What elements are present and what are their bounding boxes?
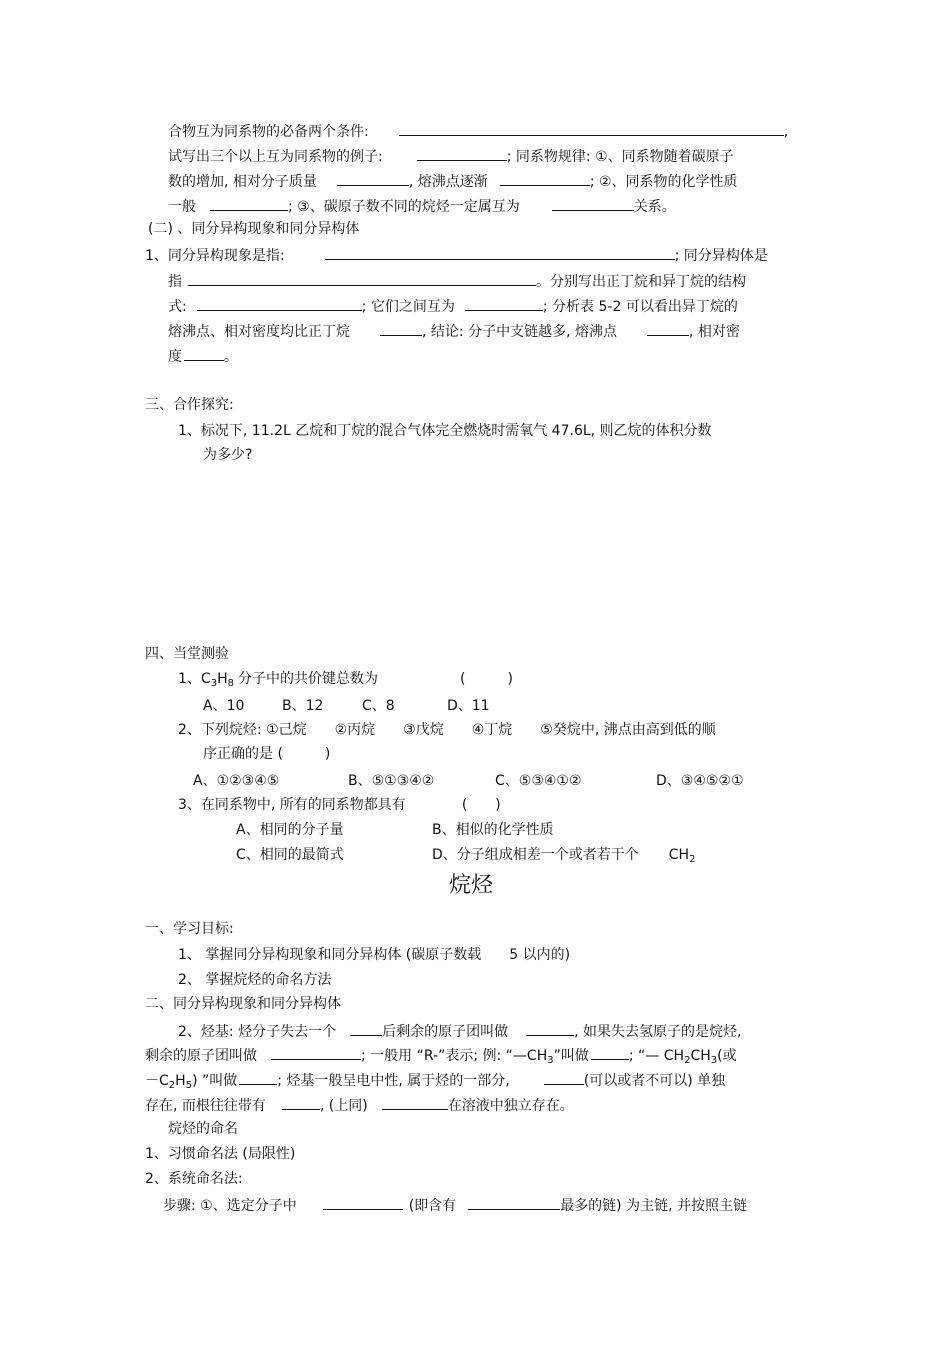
quiz-q2-cont: 序正确的是 ( ) [203, 746, 331, 762]
isomer-line-3 [168, 296, 738, 316]
text: 。分别写出正丁烷和异丁烷的结构 [536, 274, 746, 290]
subscript: 3 [710, 1055, 718, 1066]
blank[interactable] [544, 1070, 584, 1085]
blank[interactable] [591, 1045, 629, 1060]
text: 关系。 [633, 199, 676, 215]
option-c[interactable]: C、8 [362, 698, 395, 714]
text: ; 一般用 “R-”表示; 例: “—CH [361, 1048, 548, 1064]
quiz-q1 [178, 670, 513, 688]
text: (或 [717, 1048, 737, 1064]
text: (即含有 [408, 1198, 457, 1214]
subscript: 2 [689, 854, 696, 865]
blank[interactable] [325, 245, 675, 260]
text: 指 [168, 274, 182, 290]
condition-line [168, 121, 788, 141]
text: 数的增加, 相对分子质量 [168, 174, 317, 190]
subheading: 烷烃的命名 [168, 1121, 238, 1137]
blank[interactable] [184, 346, 224, 361]
option-d[interactable] [432, 846, 695, 864]
blank[interactable] [323, 1195, 403, 1210]
blank[interactable] [337, 171, 409, 186]
option-a[interactable]: A、相同的分子量 [236, 822, 344, 838]
text: 熔沸点、相对密度均比正丁烷 [168, 324, 350, 340]
isomer-line-2 [168, 271, 746, 291]
radical-line-1 [178, 1021, 741, 1041]
text: CH [690, 1048, 711, 1064]
text: ”叫做 [553, 1048, 589, 1064]
blank[interactable] [239, 1070, 277, 1085]
option-d[interactable]: D、11 [447, 698, 490, 714]
subscript: 2 [684, 1055, 691, 1066]
blank[interactable] [465, 296, 543, 311]
question-text: 为多少? [203, 447, 253, 463]
naming-steps [163, 1195, 747, 1215]
option-b[interactable]: B、12 [282, 698, 324, 714]
section-heading: 三、合作探究: [145, 397, 234, 413]
blank[interactable] [468, 1195, 560, 1210]
text: 2、烃基: 烃分子失去一个 [178, 1024, 337, 1040]
text: ; 同分异构体是 [674, 248, 768, 264]
blank[interactable] [399, 121, 784, 136]
naming-item: 1、习惯命名法 (局限性) [145, 1146, 296, 1162]
text: H [175, 1073, 186, 1089]
text: 最多的链) 为主链, 并按照主链 [560, 1198, 747, 1214]
text: 式: [168, 299, 187, 315]
blank[interactable] [552, 196, 634, 211]
text: ; ②、同系物的化学性质 [589, 174, 738, 190]
quiz-q2: 2、下列烷烃: ①己烷 ②丙烷 ③戊烷 ④丁烷 ⑤癸烷中, 沸点由高到低的顺 [178, 722, 716, 738]
blank[interactable] [188, 271, 536, 286]
option-a[interactable]: A、①②③④⑤ [193, 773, 280, 789]
option-c[interactable]: C、⑤③④①② [495, 773, 582, 789]
blank[interactable] [197, 296, 362, 311]
text: , (上同) [319, 1098, 368, 1114]
rule-line-2 [168, 196, 676, 216]
text: , 相对密 [688, 324, 740, 340]
answer-paren[interactable]: ( ) [461, 797, 501, 813]
subscript: 5 [185, 1080, 193, 1091]
text: ; 烃基一般呈电中性, 属于烃的一部分, [277, 1073, 510, 1089]
blank[interactable] [282, 1095, 320, 1110]
text: 试写出三个以上互为同系物的例子: [168, 149, 383, 165]
option-b[interactable]: B、⑤①③④② [348, 773, 435, 789]
text: , 如果失去氢原子的是烷烃, [574, 1024, 742, 1040]
text: 一般 [168, 199, 196, 215]
text: 1、同分异构现象是指: [145, 248, 285, 264]
section-heading: 四、当堂测验 [145, 646, 229, 662]
page-title: 烷烃 [449, 873, 494, 898]
isomer-line-5 [168, 346, 238, 366]
blank[interactable] [210, 196, 288, 211]
question-text: 1、标况下, 11.2L 乙烷和丁烷的混合气体完全燃烧时需氧气 47.6L, 则乙烷的体积分数 [178, 423, 712, 439]
option-c[interactable]: C、相同的最简式 [236, 847, 344, 863]
text: H [217, 671, 228, 687]
blank[interactable] [526, 1021, 574, 1036]
radical-line-3 [145, 1070, 725, 1090]
blank[interactable] [380, 321, 422, 336]
blank[interactable] [382, 1095, 448, 1110]
blank[interactable] [271, 1045, 361, 1060]
text: 。 [224, 349, 238, 365]
text: ; “— CH [628, 1048, 685, 1064]
text: ) ”叫做 [192, 1073, 238, 1089]
text: C [200, 671, 211, 687]
section-heading: 二、同分异构现象和同分异构体 [145, 996, 341, 1012]
text: (可以或者不可以) 单独 [583, 1073, 726, 1089]
text: ; ③、碳原子数不同的烷烃一定属互为 [288, 199, 520, 215]
text: 度 [168, 349, 182, 365]
text: 分子中的共价键总数为 [237, 671, 378, 687]
blank[interactable] [500, 171, 590, 186]
radical-line-4 [145, 1095, 574, 1115]
isomer-line-1 [145, 245, 768, 265]
text: 后剩余的原子团叫做 [382, 1024, 509, 1040]
text: ; 分析表 5-2 可以看出异丁烷的 [542, 299, 738, 315]
option-b[interactable]: B、相似的化学性质 [432, 822, 554, 838]
radical-line-2 [145, 1045, 737, 1065]
text: 在溶液中独立存在。 [447, 1098, 574, 1114]
goal-item: 2、 掌握烷烃的命名方法 [178, 972, 332, 988]
example-line [168, 146, 734, 166]
text: D、分子组成相差一个或者若干个 [432, 847, 639, 863]
text: CH [668, 847, 690, 863]
text: 步骤: ①、选定分子中 [163, 1198, 297, 1214]
option-a[interactable]: A、10 [203, 698, 245, 714]
text: 1、 [178, 671, 201, 687]
blank[interactable] [647, 321, 689, 336]
subscript: 3 [210, 678, 218, 689]
naming-item: 2、系统命名法: [145, 1171, 243, 1187]
text: ; 同系物规律: ①、同系物随着碳原子 [506, 149, 734, 165]
text: , 结论: 分子中支链越多, 熔沸点 [422, 324, 617, 340]
option-d[interactable]: D、③④⑤②① [656, 773, 744, 789]
answer-paren[interactable]: ( ) [459, 671, 513, 687]
text: 合物互为同系物的必备两个条件: [168, 124, 369, 140]
goal-item: 1、 掌握同分异构现象和同分异构体 (碳原子数载 5 以内的) [178, 947, 571, 963]
text: , 熔沸点逐渐 [408, 174, 488, 190]
blank[interactable] [417, 146, 507, 161]
blank[interactable] [350, 1021, 382, 1036]
section-heading: 一、学习目标: [145, 921, 234, 937]
isomer-line-4 [168, 321, 740, 341]
subscript: 3 [547, 1055, 554, 1066]
text: 剩余的原子团叫做 [145, 1048, 257, 1064]
text: 3、在同系物中, 所有的同系物都具有 [178, 797, 406, 813]
subscript: 2 [168, 1080, 176, 1091]
text: 存在, 而根往往带有 [145, 1098, 266, 1114]
rule-line [168, 171, 738, 191]
text: , [783, 124, 789, 140]
text: ; 它们之间互为 [361, 299, 455, 315]
subscript: 8 [227, 678, 234, 689]
quiz-q3 [178, 796, 501, 814]
section-heading: (二) 、同分异构现象和同分异构体 [148, 221, 360, 237]
text: －C [145, 1073, 169, 1089]
